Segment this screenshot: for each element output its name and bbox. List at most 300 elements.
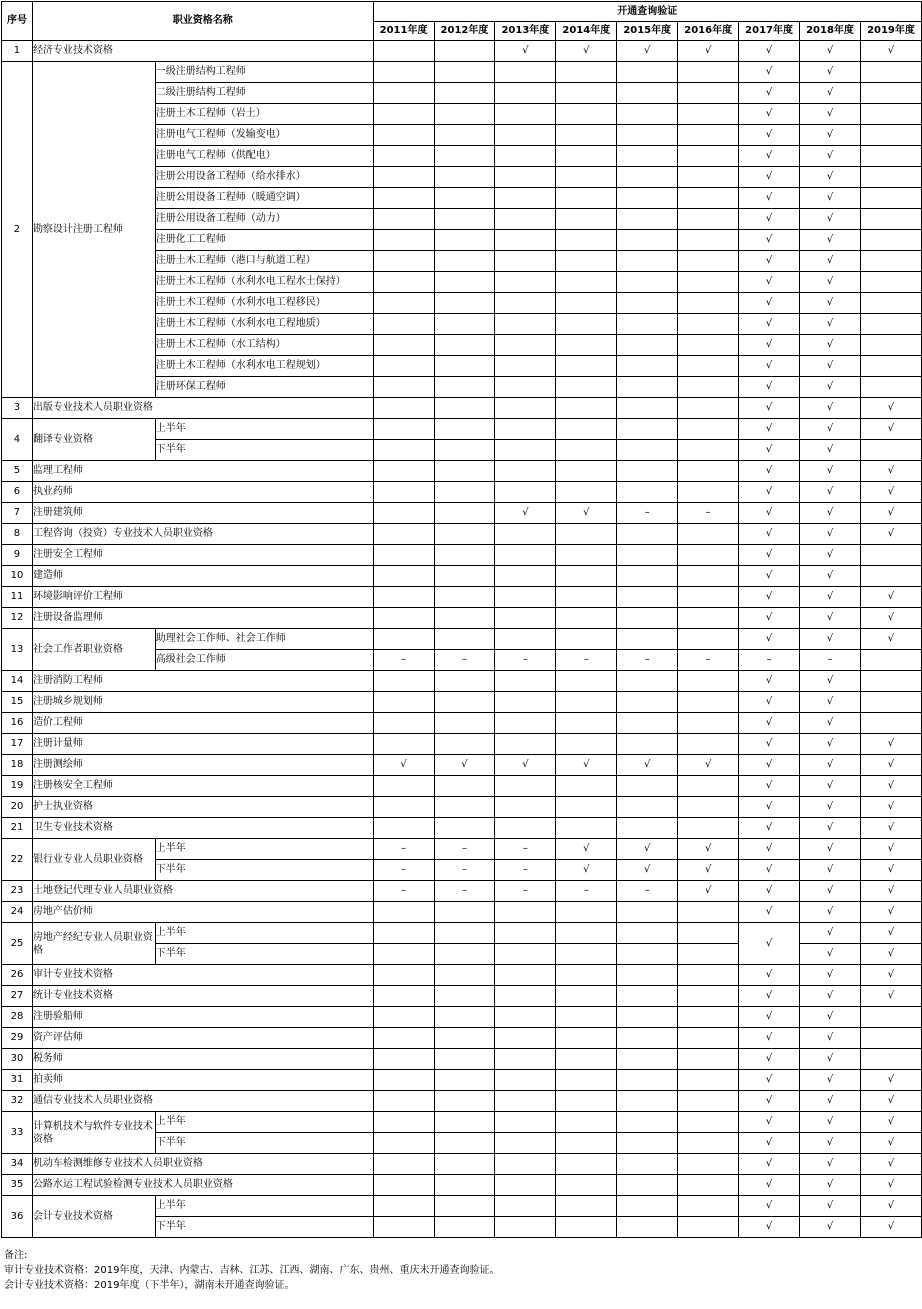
year-header: 2017年度 [739, 22, 800, 41]
verify-mark [373, 440, 434, 461]
verify-mark [678, 1049, 739, 1070]
verify-mark: √ [800, 377, 861, 398]
verify-mark [556, 1028, 617, 1049]
verify-mark: √ [800, 1175, 861, 1196]
verify-mark [434, 1049, 495, 1070]
verify-mark [434, 146, 495, 167]
qualification-name: 注册验船师 [32, 1007, 373, 1028]
verify-mark [617, 608, 678, 629]
verify-mark: √ [739, 713, 800, 734]
verify-mark [617, 902, 678, 923]
table-row [2, 629, 922, 650]
verify-mark [678, 965, 739, 986]
verify-mark: √ [800, 965, 861, 986]
verify-mark [434, 1112, 495, 1133]
verify-mark [373, 503, 434, 524]
verify-mark [678, 1112, 739, 1133]
seq-header: 序号 [2, 2, 33, 41]
table-row [2, 1028, 922, 1049]
verify-mark [617, 314, 678, 335]
verify-mark [495, 1007, 556, 1028]
row-number: 34 [2, 1154, 33, 1175]
year-header: 2016年度 [678, 22, 739, 41]
verify-mark: √ [556, 755, 617, 776]
verify-mark: √ [739, 335, 800, 356]
verify-mark: √ [739, 965, 800, 986]
qualification-name: 勘察设计注册工程师 [32, 62, 155, 398]
verify-mark [434, 923, 495, 944]
verify-mark [434, 734, 495, 755]
notes-line-2: 会计专业技术资格：2019年度（下半年），湖南未开通查询验证。 [4, 1280, 295, 1291]
row-number: 24 [2, 902, 33, 923]
table-row [2, 776, 922, 797]
verify-mark [373, 1007, 434, 1028]
verify-mark [678, 734, 739, 755]
verify-mark: √ [739, 629, 800, 650]
verify-mark: √ [739, 41, 800, 62]
verify-mark [373, 398, 434, 419]
table-row [2, 608, 922, 629]
verify-mark: – [373, 650, 434, 671]
verify-mark: √ [800, 461, 861, 482]
verify-mark [373, 482, 434, 503]
sub-qualification: 注册土木工程师（岩土） [155, 104, 373, 125]
verify-mark: √ [739, 104, 800, 125]
verify-mark [860, 713, 921, 734]
verify-mark [434, 377, 495, 398]
sub-qualification: 助理社会工作师、社会工作师 [155, 629, 373, 650]
verify-mark [373, 377, 434, 398]
sub-qualification: 上半年 [155, 419, 373, 440]
verify-mark [556, 104, 617, 125]
verify-mark [617, 209, 678, 230]
verify-mark: √ [800, 314, 861, 335]
verify-mark [495, 1133, 556, 1154]
verify-mark [556, 209, 617, 230]
verify-mark [556, 125, 617, 146]
table-row [2, 1175, 922, 1196]
verify-mark: √ [800, 503, 861, 524]
verify-mark [678, 461, 739, 482]
verify-mark [373, 83, 434, 104]
verify-mark: √ [800, 671, 861, 692]
verify-mark [678, 62, 739, 83]
qualification-name: 机动车检测维修专业技术人员职业资格 [32, 1154, 373, 1175]
verify-mark [556, 1091, 617, 1112]
verify-mark [617, 293, 678, 314]
verify-mark [434, 503, 495, 524]
verify-mark: √ [800, 125, 861, 146]
verify-mark: – [434, 650, 495, 671]
verify-mark [373, 209, 434, 230]
sub-qualification: 注册土木工程师（港口与航道工程） [155, 251, 373, 272]
verify-mark [556, 1112, 617, 1133]
verify-mark [617, 524, 678, 545]
verify-mark: √ [739, 1217, 800, 1238]
verify-mark [434, 986, 495, 1007]
row-number: 4 [2, 419, 33, 461]
verify-mark: √ [739, 1175, 800, 1196]
verify-mark [860, 167, 921, 188]
verify-mark [556, 1070, 617, 1091]
verify-mark: √ [800, 209, 861, 230]
verify-mark [556, 797, 617, 818]
verify-mark [678, 1133, 739, 1154]
verify-mark [617, 1154, 678, 1175]
verify-mark [617, 83, 678, 104]
verify-mark [678, 1007, 739, 1028]
verify-mark [373, 1175, 434, 1196]
verify-mark [556, 734, 617, 755]
verify-mark [678, 188, 739, 209]
verify-mark [556, 566, 617, 587]
verify-mark [617, 167, 678, 188]
verify-mark [678, 1175, 739, 1196]
verify-mark [678, 1154, 739, 1175]
verify-mark [860, 335, 921, 356]
verify-mark [678, 293, 739, 314]
verify-mark: √ [617, 860, 678, 881]
qualification-name: 建造师 [32, 566, 373, 587]
verify-mark: – [373, 839, 434, 860]
table-row [2, 1196, 922, 1217]
sub-qualification: 二级注册结构工程师 [155, 83, 373, 104]
verify-mark [556, 398, 617, 419]
verify-mark: √ [860, 860, 921, 881]
verify-mark: √ [739, 188, 800, 209]
verify-mark: √ [495, 503, 556, 524]
verify-mark: √ [739, 356, 800, 377]
verify-mark [678, 398, 739, 419]
verify-mark [495, 1070, 556, 1091]
sub-qualification: 下半年 [155, 944, 373, 965]
verify-mark: √ [860, 1133, 921, 1154]
verify-mark [434, 545, 495, 566]
sub-qualification: 注册土木工程师（水利水电工程规划） [155, 356, 373, 377]
sub-qualification: 上半年 [155, 1112, 373, 1133]
verify-mark [495, 965, 556, 986]
verify-mark [373, 692, 434, 713]
verify-mark: √ [800, 1196, 861, 1217]
verify-mark [678, 986, 739, 1007]
verify-mark [434, 1154, 495, 1175]
sub-qualification: 下半年 [155, 1217, 373, 1238]
verify-mark: √ [860, 461, 921, 482]
row-number: 13 [2, 629, 33, 671]
table-row [2, 797, 922, 818]
verify-mark [860, 83, 921, 104]
qualification-name: 工程咨询（投资）专业技术人员职业资格 [32, 524, 373, 545]
qualification-name: 注册安全工程师 [32, 545, 373, 566]
verify-mark [373, 314, 434, 335]
verify-mark: √ [556, 503, 617, 524]
verify-mark: – [495, 650, 556, 671]
verify-mark [373, 1091, 434, 1112]
verify-mark: √ [860, 839, 921, 860]
verify-mark: √ [800, 1217, 861, 1238]
verify-mark [556, 1007, 617, 1028]
verify-mark [617, 1133, 678, 1154]
table-row [2, 1007, 922, 1028]
verify-mark [556, 818, 617, 839]
verify-mark: – [617, 503, 678, 524]
table-row [2, 419, 922, 440]
verify-mark: √ [800, 1112, 861, 1133]
verify-mark [678, 230, 739, 251]
verify-mark [617, 734, 678, 755]
sub-qualification: 注册公用设备工程师（暖通空调） [155, 188, 373, 209]
qualification-name: 注册设备监理师 [32, 608, 373, 629]
verify-mark [678, 923, 739, 944]
verify-mark [860, 671, 921, 692]
verify-mark [556, 272, 617, 293]
sub-qualification: 注册土木工程师（水工结构） [155, 335, 373, 356]
verify-mark: √ [800, 587, 861, 608]
verify-mark: – [678, 650, 739, 671]
verify-mark [434, 1217, 495, 1238]
verify-mark [495, 1217, 556, 1238]
verify-mark [495, 944, 556, 965]
verify-mark: – [617, 881, 678, 902]
verify-mark: √ [495, 755, 556, 776]
table-row [2, 545, 922, 566]
verify-mark [617, 356, 678, 377]
verify-mark: √ [739, 293, 800, 314]
verify-mark: √ [800, 398, 861, 419]
verify-mark [617, 671, 678, 692]
verify-mark [556, 230, 617, 251]
verify-mark [617, 797, 678, 818]
verify-mark [495, 209, 556, 230]
qualification-name: 护士执业资格 [32, 797, 373, 818]
verify-mark: √ [739, 482, 800, 503]
verify-mark: √ [860, 965, 921, 986]
row-number: 28 [2, 1007, 33, 1028]
verify-mark [434, 713, 495, 734]
verify-mark [495, 230, 556, 251]
verify-mark [495, 272, 556, 293]
verify-mark [373, 419, 434, 440]
verify-mark [617, 1007, 678, 1028]
verify-mark: √ [800, 923, 861, 944]
verify-mark [434, 314, 495, 335]
verify-mark [617, 692, 678, 713]
verify-mark [373, 293, 434, 314]
verify-mark [678, 167, 739, 188]
verify-mark [860, 545, 921, 566]
verify-mark [556, 293, 617, 314]
verify-mark [495, 923, 556, 944]
verify-mark [373, 461, 434, 482]
verify-mark: √ [739, 1007, 800, 1028]
verify-mark [495, 188, 556, 209]
row-number: 33 [2, 1112, 33, 1154]
verify-mark [434, 1091, 495, 1112]
verify-mark [860, 566, 921, 587]
notes [4, 1248, 499, 1293]
verify-mark: √ [800, 1091, 861, 1112]
verify-mark [495, 314, 556, 335]
verify-mark [678, 482, 739, 503]
verify-mark [617, 482, 678, 503]
verify-mark [495, 83, 556, 104]
verify-mark [434, 167, 495, 188]
verify-mark: √ [739, 146, 800, 167]
verify-mark: √ [617, 755, 678, 776]
verify-mark: √ [739, 230, 800, 251]
verify-mark: √ [860, 1154, 921, 1175]
verify-mark: √ [860, 629, 921, 650]
verify-mark: √ [800, 440, 861, 461]
verify-mark [678, 629, 739, 650]
verify-mark: √ [800, 608, 861, 629]
qualification-name: 注册消防工程师 [32, 671, 373, 692]
verify-mark: √ [739, 1091, 800, 1112]
verify-mark [495, 566, 556, 587]
verify-mark [860, 251, 921, 272]
row-number: 2 [2, 62, 33, 398]
verify-mark [860, 1049, 921, 1070]
qualification-name: 环境影响评价工程师 [32, 587, 373, 608]
verify-mark [617, 965, 678, 986]
row-number: 32 [2, 1091, 33, 1112]
verify-mark: √ [739, 608, 800, 629]
verify-mark [860, 314, 921, 335]
verify-mark: √ [860, 1217, 921, 1238]
verify-mark [373, 566, 434, 587]
row-number: 22 [2, 839, 33, 881]
verify-mark [495, 524, 556, 545]
table-row [2, 566, 922, 587]
verify-mark [617, 629, 678, 650]
verify-mark [556, 692, 617, 713]
table-row [2, 923, 922, 944]
verify-mark [556, 1154, 617, 1175]
qualification-name: 造价工程师 [32, 713, 373, 734]
verify-mark: √ [860, 881, 921, 902]
verify-mark [617, 587, 678, 608]
verify-mark [556, 1217, 617, 1238]
verify-mark [556, 83, 617, 104]
qualification-name: 房地产经纪专业人员职业资格 [32, 923, 155, 965]
verify-mark [495, 713, 556, 734]
notes-line-1: 审计专业技术资格：2019年度，天津、内蒙古、吉林、江苏、江西、湖南、广东、贵州、重庆未开通查询验证。 [4, 1265, 500, 1276]
qualification-name: 注册计量师 [32, 734, 373, 755]
verify-mark: √ [800, 272, 861, 293]
verify-mark [617, 251, 678, 272]
year-header: 2015年度 [617, 22, 678, 41]
verify-mark [495, 1196, 556, 1217]
verify-mark: √ [739, 818, 800, 839]
verify-mark [617, 272, 678, 293]
verify-mark: √ [860, 398, 921, 419]
row-number: 10 [2, 566, 33, 587]
verify-mark [495, 104, 556, 125]
row-number: 35 [2, 1175, 33, 1196]
verify-mark [373, 1049, 434, 1070]
verify-mark [556, 1196, 617, 1217]
verify-mark [556, 1049, 617, 1070]
verify-mark: √ [739, 734, 800, 755]
verify-mark [556, 314, 617, 335]
verify-mark: √ [739, 272, 800, 293]
verify-mark: √ [800, 1133, 861, 1154]
verify-mark [373, 1154, 434, 1175]
verify-mark [373, 671, 434, 692]
verify-mark [434, 1175, 495, 1196]
verify-mark [495, 62, 556, 83]
verify-mark: √ [860, 776, 921, 797]
verify-mark: √ [739, 797, 800, 818]
verify-mark [495, 440, 556, 461]
verify-mark [434, 944, 495, 965]
verify-mark: √ [617, 839, 678, 860]
verify-mark [678, 440, 739, 461]
row-number: 3 [2, 398, 33, 419]
sub-qualification: 注册土木工程师（水利水电工程地质） [155, 314, 373, 335]
verify-mark: √ [800, 251, 861, 272]
verify-mark: √ [434, 755, 495, 776]
verify-mark: √ [739, 398, 800, 419]
verify-mark [373, 902, 434, 923]
table-row [2, 524, 922, 545]
verify-mark [617, 461, 678, 482]
verify-mark [373, 545, 434, 566]
verify-mark: √ [556, 41, 617, 62]
table-row [2, 62, 922, 83]
verify-mark: √ [860, 923, 921, 944]
verify-mark [678, 1196, 739, 1217]
verify-mark: √ [739, 1196, 800, 1217]
verify-mark [860, 230, 921, 251]
verify-mark [860, 650, 921, 671]
verify-mark [860, 125, 921, 146]
verify-mark [434, 965, 495, 986]
verify-mark [495, 608, 556, 629]
table-row [2, 713, 922, 734]
verify-mark: √ [739, 1028, 800, 1049]
verify-mark [373, 608, 434, 629]
verify-mark: √ [739, 209, 800, 230]
verify-mark: √ [800, 419, 861, 440]
verify-mark [617, 146, 678, 167]
verify-mark [617, 1112, 678, 1133]
verify-mark: √ [860, 1091, 921, 1112]
verify-mark [495, 818, 556, 839]
verify-mark [373, 272, 434, 293]
verify-mark [373, 923, 434, 944]
verify-mark [678, 692, 739, 713]
verify-mark [495, 776, 556, 797]
verify-mark [495, 167, 556, 188]
verify-mark [434, 398, 495, 419]
verify-mark: √ [678, 860, 739, 881]
verify-mark: √ [860, 986, 921, 1007]
verify-mark [617, 1196, 678, 1217]
verify-mark [678, 524, 739, 545]
verify-mark [678, 314, 739, 335]
verify-mark [678, 1070, 739, 1091]
table-row [2, 398, 922, 419]
verify-mark [617, 545, 678, 566]
verify-mark: √ [860, 41, 921, 62]
row-number: 36 [2, 1196, 33, 1238]
verify-mark: √ [739, 566, 800, 587]
verify-mark: √ [800, 755, 861, 776]
verify-mark [556, 482, 617, 503]
verify-mark [556, 524, 617, 545]
verify-mark [556, 167, 617, 188]
